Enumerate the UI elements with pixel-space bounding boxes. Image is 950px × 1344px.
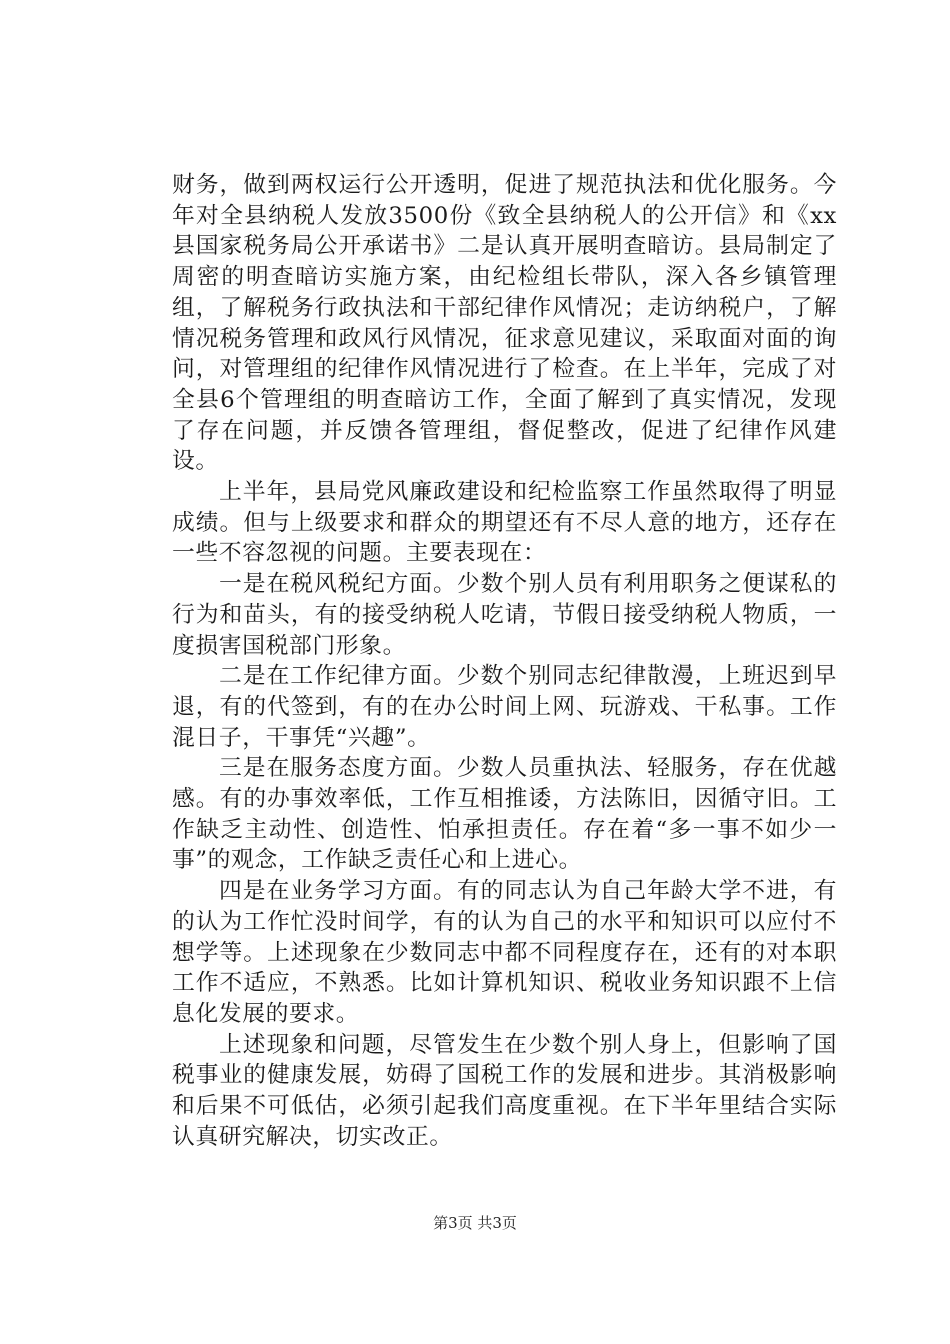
page-number: 第3页 共3页 xyxy=(433,1214,517,1232)
paragraph-continuation: 财务，做到两权运行公开透明，促进了规范执法和优化服务。今年对全县纳税人发放3500份《致全县纳税人的公开信》和《xx县国家税务局公开承诺书》二是认真开展明查暗访。县局制定了周密的明查暗访实施方案，由纪检组长带队，深入各乡镇管理组，了解税务行政执法和干部纪律作风情况；走访纳税户，了解情况税务管理和政风行风情况，征求意见建议，采取面对面的询问，对管理组的纪律作风情况进行了检查。在上半年，完成了对全县6个管理组的明查暗访工作，全面了解到了真实情况，发现了存在问题，并反馈各管理组，督促整改，促进了纪律作风建设。 xyxy=(172,172,837,475)
page-footer xyxy=(0,1213,950,1233)
paragraph-issue-1: 一是在税风税纪方面。少数个别人员有利用职务之便谋私的行为和苗头，有的接受纳税人吃请，节假日接受纳税人物质，一度损害国税部门形象。 xyxy=(172,571,837,659)
document-body xyxy=(172,170,837,1153)
paragraph-conclusion: 上述现象和问题，尽管发生在少数个别人身上，但影响了国税事业的健康发展，妨碍了国税工作的发展和进步。其消极影响和后果不可低估，必须引起我们高度重视。在下半年里结合实际认真研究解决，切实改正。 xyxy=(172,1031,837,1150)
paragraph-summary: 上半年，县局党风廉政建设和纪检监察工作虽然取得了明显成绩。但与上级要求和群众的期望还有不尽人意的地方，还存在一些不容忽视的问题。主要表现在： xyxy=(172,479,837,567)
paragraph-issue-4: 四是在业务学习方面。有的同志认为自己年龄大学不进，有的认为工作忙没时间学，有的认为自己的水平和知识可以应付不想学等。上述现象在少数同志中都不同程度存在，还有的对本职工作不适应，不熟悉。比如计算机知识、税收业务知识跟不上信息化发展的要求。 xyxy=(172,878,837,1027)
paragraph-issue-3: 三是在服务态度方面。少数人员重执法、轻服务，存在优越感。有的办事效率低，工作互相推诿，方法陈旧，因循守旧。工作缺乏主动性、创造性、怕承担责任。存在着“多一事不如少一事”的观念，工作缺乏责任心和上进心。 xyxy=(172,755,837,874)
paragraph-issue-2: 二是在工作纪律方面。少数个别同志纪律散漫，上班迟到早退，有的代签到，有的在办公时间上网、玩游戏、干私事。工作混日子，干事凭“兴趣”。 xyxy=(172,663,837,751)
